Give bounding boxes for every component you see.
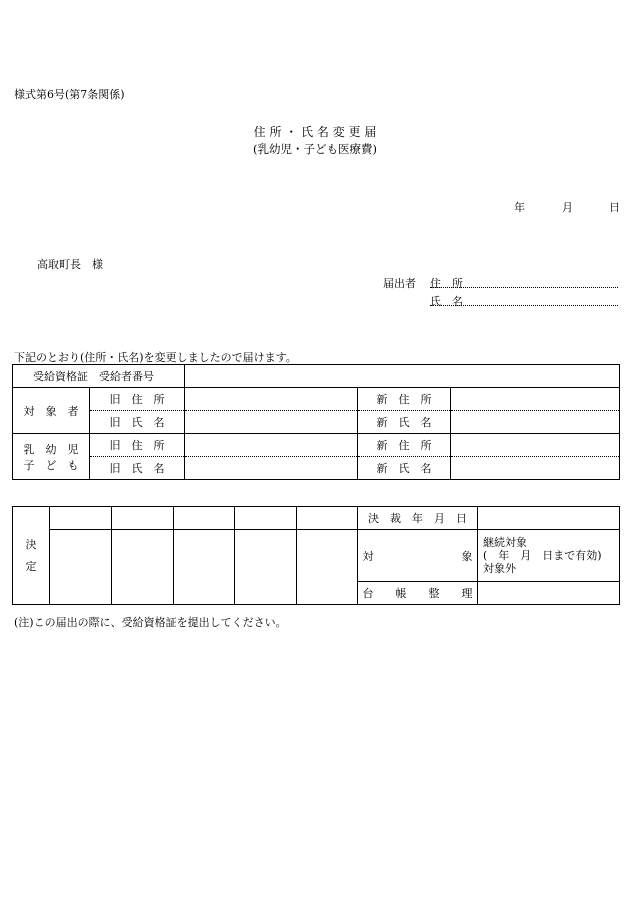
target-option-excluded: 対象外 [483,562,516,575]
child-old-address-label: 旧 住 所 [90,434,185,457]
intro-text: 下記のとおり(住所・氏名)を変更しましたので届けます。 [14,351,297,364]
recipient-number-field[interactable] [185,365,620,388]
subject-new-name-label: 新 氏 名 [358,411,451,434]
approval-stamp-box[interactable] [112,530,174,605]
note-text: (注)この届出の際に、受給資格証を提出してください。 [14,616,287,629]
decision-label-line2: 定 [25,559,37,573]
subject-old-name-label: 旧 氏 名 [90,411,185,434]
subject-new-address-label: 新 住 所 [358,388,451,411]
decision-label-line1: 決 [25,537,37,551]
applicant-address-label: 住 所 [430,277,463,290]
date-month-label: 月 [562,201,573,214]
recipient-number-label: 受給資格証 受給者番号 [13,365,185,388]
child-new-address-label: 新 住 所 [358,434,451,457]
target-option-valid-until: ( 年 月 日まで有効) [483,549,602,562]
document-subtitle: (乳幼児・子ども医療費) [253,142,377,156]
form-number: 様式第6号(第7条関係) [14,88,125,101]
child-old-name-label: 旧 氏 名 [90,457,185,480]
target-options [478,530,620,582]
approval-stamp-box[interactable] [50,530,112,605]
decision-date-field[interactable] [478,507,620,530]
subject-old-name-field[interactable] [185,411,358,434]
date-day-label: 日 [609,201,620,214]
target-option-continue: 継続対象 [483,536,527,549]
child-label [13,434,90,480]
applicant-name-field[interactable] [430,305,618,306]
child-label-line1: 乳 幼 児 [23,442,79,456]
approval-stamp-box[interactable] [174,530,235,605]
subject-new-address-field[interactable] [451,388,620,411]
decision-table [12,506,620,605]
approval-stamp-header[interactable] [112,507,174,530]
child-new-name-field[interactable] [451,457,620,480]
document-title: 住 所 ・ 氏 名 変 更 届 [253,125,377,139]
approval-stamp-header[interactable] [297,507,358,530]
decision-label [13,507,50,605]
subject-old-address-field[interactable] [185,388,358,411]
applicant-label: 届出者 [383,277,416,290]
change-details-table [12,364,620,480]
child-old-name-field[interactable] [185,457,358,480]
child-old-address-field[interactable] [185,434,358,457]
applicant-name-label: 氏 名 [430,295,463,308]
target-label: 対 象 [358,530,478,582]
ledger-label: 台 帳 整 理 [358,582,478,605]
date-year-label: 年 [514,201,525,214]
decision-date-label: 決 裁 年 月 日 [358,507,478,530]
child-label-line2: 子 ど も [23,458,79,472]
ledger-field[interactable] [478,582,620,605]
subject-new-name-field[interactable] [451,411,620,434]
approval-stamp-header[interactable] [174,507,235,530]
child-new-address-field[interactable] [451,434,620,457]
approval-stamp-header[interactable] [50,507,112,530]
subject-label: 対 象 者 [13,388,90,434]
approval-stamp-box[interactable] [235,530,297,605]
child-new-name-label: 新 氏 名 [358,457,451,480]
approval-stamp-header[interactable] [235,507,297,530]
addressee: 高取町長 様 [37,258,103,271]
subject-old-address-label: 旧 住 所 [90,388,185,411]
applicant-address-field[interactable] [430,287,618,288]
approval-stamp-box[interactable] [297,530,358,605]
